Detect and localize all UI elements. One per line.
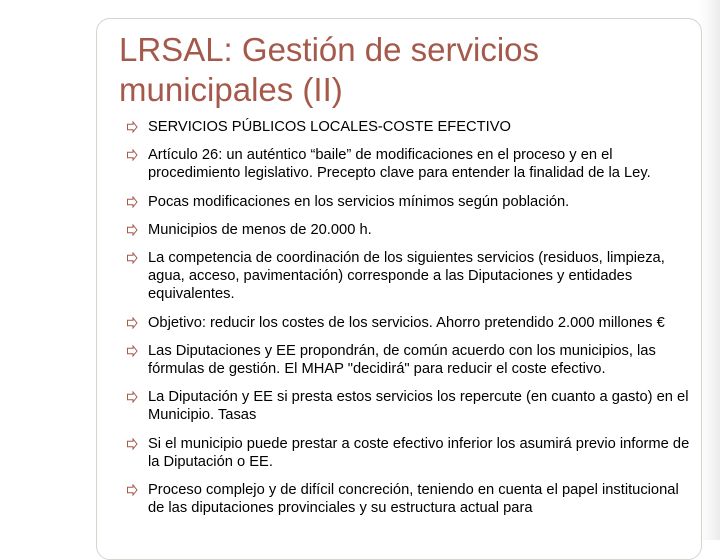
bullet-text: Proceso complejo y de difícil concreción, teniendo en cuenta el papel institucional de las diputaciones provinciales y su estructura actual para — [148, 482, 679, 517]
bullet-text: Si el municipio puede prestar a coste efectivo inferior los asumirá previo informe de la Diputación o EE. — [148, 435, 690, 470]
arrow-bullet-icon — [126, 317, 138, 329]
bullet-item — [126, 314, 692, 332]
arrow-bullet-icon — [126, 391, 138, 403]
arrow-bullet-icon — [126, 224, 138, 236]
arrow-bullet-icon — [126, 252, 138, 264]
bullet-text: SERVICIOS PÚBLICOS LOCALES-COSTE EFECTIVO — [148, 119, 511, 135]
bullet-text: Municipios de menos de 20.000 h. — [148, 221, 372, 238]
arrow-bullet-icon — [126, 438, 138, 450]
bullet-text: La Diputación y EE si presta estos servicios los repercute (en cuanto a gasto) en el Municipio. Tasas — [148, 389, 689, 424]
bullet-item — [126, 342, 692, 378]
bullet-list — [126, 118, 692, 527]
arrow-bullet-icon — [126, 345, 138, 357]
bullet-item — [126, 481, 692, 517]
bullet-item — [126, 118, 692, 136]
bullet-text: Objetivo: reducir los costes de los servicios. Ahorro pretendido 2.000 millones € — [148, 314, 665, 331]
bullet-item — [126, 193, 692, 211]
bullet-item — [126, 146, 692, 182]
bullet-text: Pocas modificaciones en los servicios mínimos según población. — [148, 193, 570, 210]
bullet-text: Las Diputaciones y EE propondrán, de común acuerdo con los municipios, las fórmulas de gestión. El MHAP "decidirá" para reducir el coste efectivo. — [148, 342, 656, 378]
bullet-item — [126, 249, 692, 304]
arrow-bullet-icon — [126, 121, 138, 133]
bullet-item — [126, 388, 692, 424]
arrow-bullet-icon — [126, 484, 138, 496]
bullet-item — [126, 221, 692, 239]
bullet-item — [126, 435, 692, 471]
bullet-text: La competencia de coordinación de los siguientes servicios (residuos, limpieza, agua, acceso, pavimentación) corresponde a las Diputaciones y entidades equivalentes. — [148, 250, 665, 303]
arrow-bullet-icon — [126, 149, 138, 161]
bullet-text: Artículo 26: un auténtico “baile” de modificaciones en el proceso y en el procedimiento legislativo. Precepto clave para entender la finalidad de la Ley. — [148, 147, 651, 182]
slide-title: LRSAL: Gestión de servicios municipales (II) — [119, 31, 540, 108]
arrow-bullet-icon — [126, 196, 138, 208]
